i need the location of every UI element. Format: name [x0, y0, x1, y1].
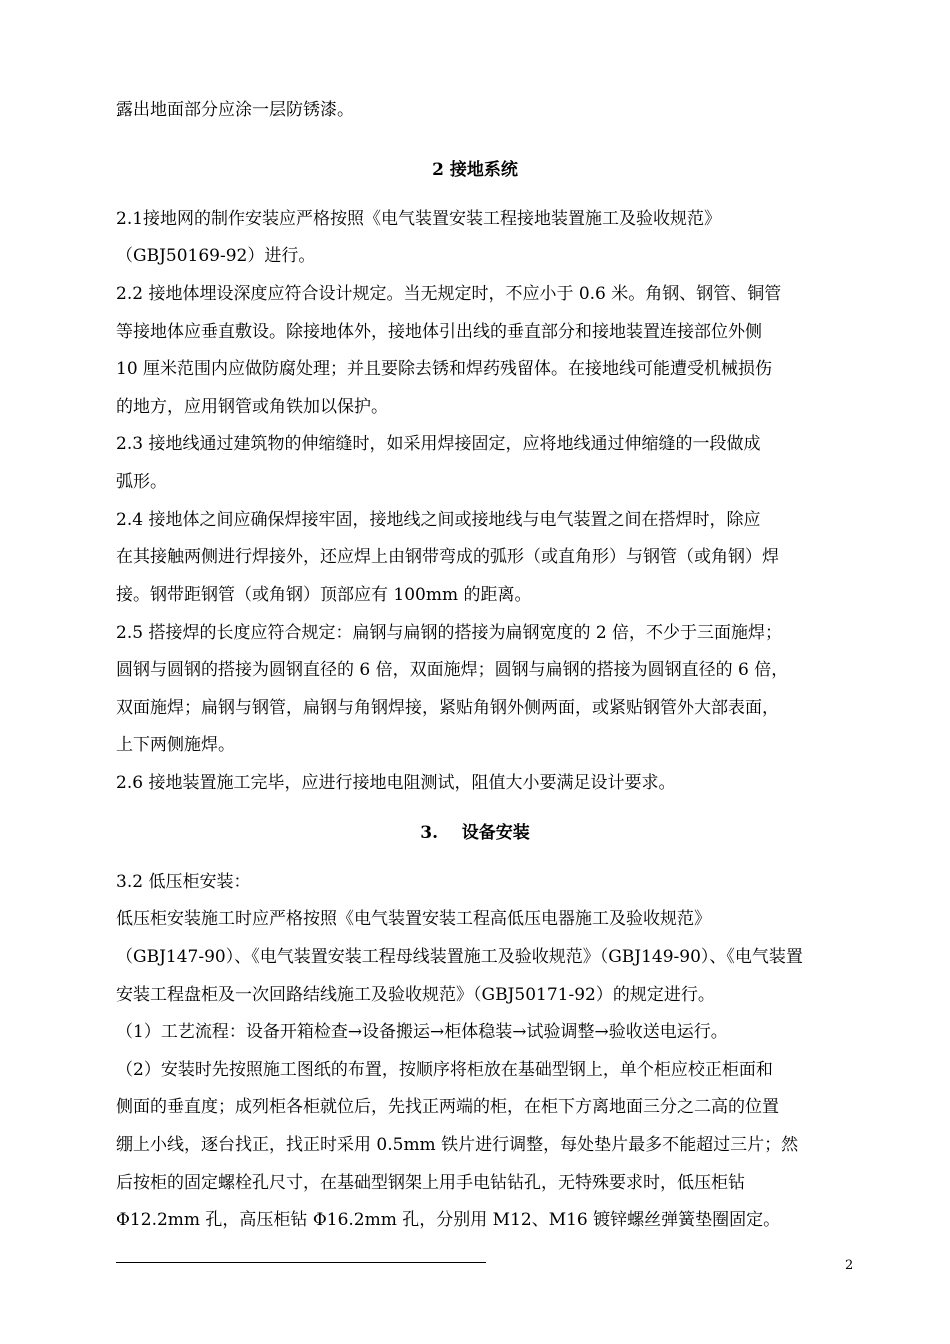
- section-3-heading: 3. 设备安装: [420, 823, 530, 843]
- section-3-line: 3.2 低压柜安装：: [116, 872, 251, 892]
- section-2-line: 等接地体应垂直敷设。除接地体外，接地体引出线的垂直部分和接地装置连接部位外侧: [116, 322, 762, 342]
- footer-divider: [116, 1262, 486, 1263]
- section-2-line: 的地方，应用钢管或角铁加以保护。: [116, 397, 388, 417]
- section-2-line: 接。钢带距钢管（或角钢）顶部应有 100mm 的距离。: [116, 585, 532, 605]
- section-2-line: 2.6 接地装置施工完毕，应进行接地电阻测试，阻值大小要满足设计要求。: [116, 773, 676, 793]
- section-3-line: 侧面的垂直度；成列柜各柜就位后，先找正两端的柜，在柜下方离地面三分之二高的位置: [116, 1097, 779, 1117]
- section-2-line: （GBJ50169-92）进行。: [116, 246, 316, 266]
- section-3-line: Φ12.2mm 孔，高压柜钻 Φ16.2mm 孔，分别用 M12、M16 镀锌螺丝弹簧垫圈固定。: [116, 1210, 781, 1230]
- section-2-line: 双面施焊；扁钢与钢管，扁钢与角钢焊接，紧贴角钢外侧两面，或紧贴钢管外大部表面，: [116, 698, 779, 718]
- section-2-line: 在其接触两侧进行焊接外，还应焊上由钢带弯成的弧形（或直角形）与钢管（或角钢）焊: [116, 547, 779, 567]
- section-3-line: （2）安装时先按照施工图纸的布置，按顺序将柜放在基础型钢上，单个柜应校正柜面和: [116, 1060, 773, 1080]
- section-2-line: 圆钢与圆钢的搭接为圆钢直径的 6 倍，双面施焊；圆钢与扁钢的搭接为圆钢直径的 6 倍，: [116, 660, 789, 680]
- section-2-heading: 2 接地系统: [432, 160, 518, 180]
- section-3-line: 后按柜的固定螺栓孔尺寸，在基础型钢架上用手电钻钻孔，无特殊要求时，低压柜钻: [116, 1173, 745, 1193]
- section-3-line: 安装工程盘柜及一次回路结线施工及验收规范》（GBJ50171-92）的规定进行。: [116, 985, 715, 1005]
- section-2-line: 2.1接地网的制作安装应严格按照《电气装置安装工程接地装置施工及验收规范》: [116, 209, 722, 229]
- section-3-line: （GBJ147-90）、《电气装置安装工程母线装置施工及验收规范》（GBJ149-90）、《电气装置: [116, 947, 803, 967]
- section-3-line: （1）工艺流程：设备开箱检查→设备搬运→柜体稳装→试验调整→验收送电运行。: [116, 1022, 728, 1042]
- section-3-line: 低压柜安装施工时应严格按照《电气装置安装工程高低压电器施工及验收规范》: [116, 909, 711, 929]
- intro-line: 露出地面部分应涂一层防锈漆。: [116, 100, 354, 120]
- section-2-line: 10 厘米范围内应做防腐处理；并且要除去锈和焊药残留体。在接地线可能遭受机械损伤: [116, 359, 773, 379]
- section-2-line: 2.3 接地线通过建筑物的伸缩缝时，如采用焊接固定，应将地线通过伸缩缝的一段做成: [116, 434, 761, 454]
- section-2-line: 2.5 搭接焊的长度应符合规定：扁钢与扁钢的搭接为扁钢宽度的 2 倍，不少于三面施焊；: [116, 623, 783, 643]
- section-3-line: 绷上小线，逐台找正，找正时采用 0.5mm 铁片进行调整，每处垫片最多不能超过三片；然: [116, 1135, 799, 1155]
- section-2-line: 2.2 接地体埋设深度应符合设计规定。当无规定时，不应小于 0.6 米。角钢、钢管、铜管: [116, 284, 782, 304]
- section-2-line: 上下两侧施焊。: [116, 735, 235, 755]
- section-2-line: 弧形。: [116, 472, 167, 492]
- page-number: 2: [845, 1258, 854, 1273]
- section-2-line: 2.4 接地体之间应确保焊接牢固，接地线之间或接地线与电气装置之间在搭焊时，除应: [116, 510, 761, 530]
